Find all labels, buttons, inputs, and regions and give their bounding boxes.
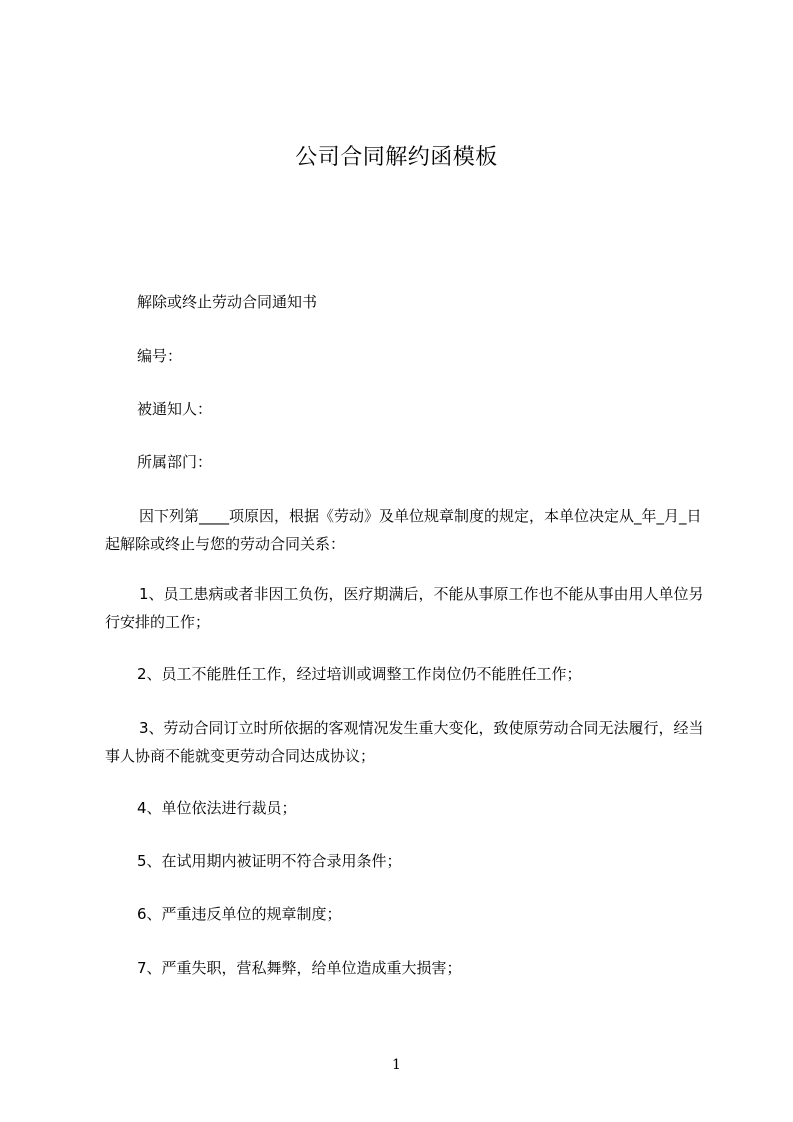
recipient-label: 被通知人： [137, 400, 213, 418]
list-item-5: 5、在试用期内被证明不符合录用条件； [137, 852, 402, 870]
list-item-1: 1、员工患病或者非因工负伤，医疗期满后，不能从事原工作也不能从事由用人单位另行安排的工作； [105, 585, 704, 631]
list-item-3: 3、劳动合同订立时所依据的客观情况发生重大变化，致使原劳动合同无法履行，经当事人协商不能就变更劳动合同达成协议； [105, 719, 704, 765]
list-item-4: 4、单位依法进行裁员； [137, 799, 297, 817]
intro-paragraph: 因下列第____项原因，根据《劳动》及单位规章制度的规定，本单位决定从_年_月_日起解除或终止与您的劳动合同关系： [105, 507, 702, 553]
notice-heading: 解除或终止劳动合同通知书 [137, 293, 318, 311]
document-title: 公司合同解约函模板 [295, 145, 498, 170]
page-number: 1 [392, 1057, 401, 1073]
number-label: 编号： [137, 347, 183, 365]
list-item-7: 7、严重失职，营私舞弊，给单位造成重大损害； [137, 959, 462, 977]
list-item-6: 6、严重违反单位的规章制度； [137, 905, 342, 923]
list-item-2: 2、员工不能胜任工作，经过培训或调整工作岗位仍不能胜任工作； [137, 665, 582, 683]
department-label: 所属部门： [137, 453, 213, 471]
